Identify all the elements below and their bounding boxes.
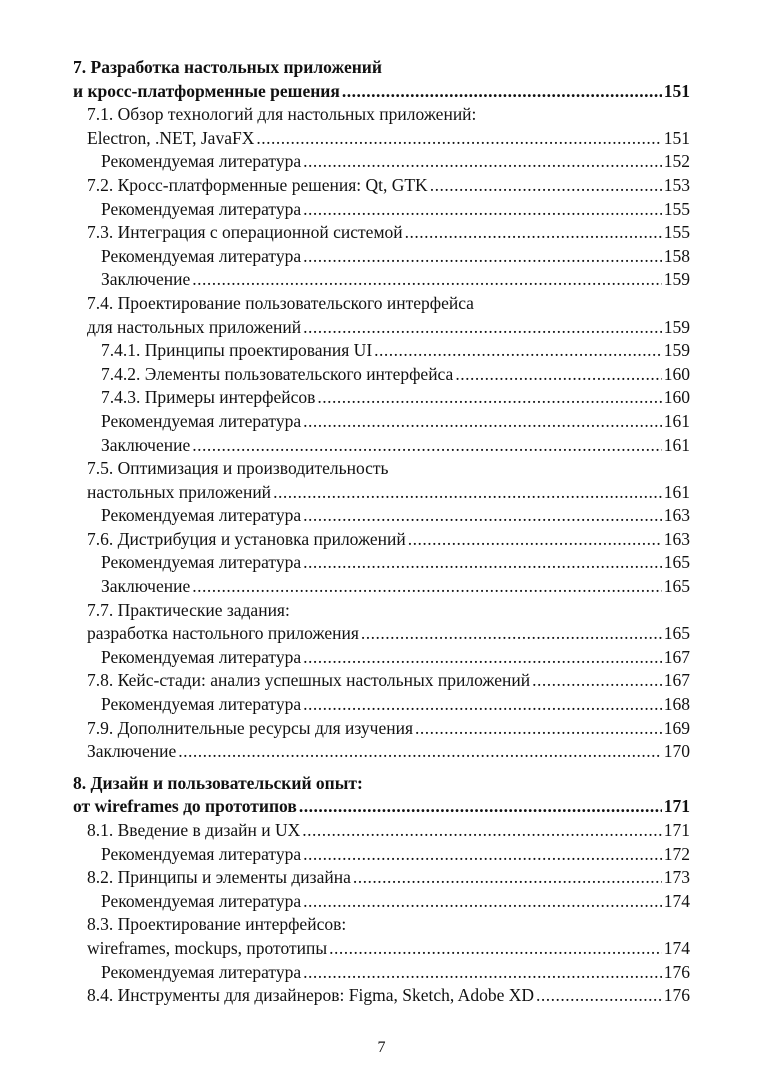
toc-entry-7-5-literature[interactable] <box>73 504 690 528</box>
dot-leader <box>353 866 662 890</box>
dot-leader <box>303 961 662 985</box>
page-number: 7 <box>377 1039 386 1056</box>
toc-entry-title: 8.4. Инструменты для дизайнеров: Figma, Sketch, Adobe XD <box>87 985 534 1006</box>
table-of-contents <box>73 56 690 1008</box>
toc-entry-page: 160 <box>663 387 690 408</box>
dot-leader <box>302 819 662 843</box>
toc-entry-7-1[interactable] <box>73 127 690 151</box>
toc-entry-8-3-line1: 8.3. Проектирование интерфейсов: <box>87 914 347 935</box>
toc-entry-title: Рекомендуемая литература <box>101 410 302 431</box>
toc-entry-title: 7.2. Кросс-платформенные решения: Qt, GTK <box>87 174 428 195</box>
toc-entry-page: 158 <box>663 245 690 266</box>
toc-entry-7-conclusion[interactable] <box>73 740 690 764</box>
toc-entry-page: 176 <box>663 985 690 1006</box>
dot-leader <box>192 575 662 599</box>
toc-entry-title: 8.1. Введение в дизайн и UX <box>87 820 301 840</box>
dot-leader <box>303 504 662 528</box>
toc-entry-8-4[interactable] <box>73 984 690 1008</box>
toc-entry-8-1[interactable] <box>73 819 690 843</box>
toc-entry-page: 171 <box>663 820 690 840</box>
toc-entry-title: 7.4.2. Элементы пользовательского интерфейса <box>101 363 454 384</box>
dot-leader <box>405 221 662 245</box>
toc-entry-8-1-literature[interactable] <box>73 843 690 867</box>
dot-leader <box>303 410 662 434</box>
toc-entry-title: Electron, .NET, JavaFX <box>87 127 255 148</box>
toc-entry-page: 152 <box>663 151 690 172</box>
toc-entry-page: 173 <box>663 867 690 888</box>
toc-entry-title: для настольных приложений <box>87 316 302 337</box>
toc-entry-7-1-line1: 7.1. Обзор технологий для настольных приложений: <box>87 104 477 125</box>
dot-leader <box>192 434 662 458</box>
toc-entry-title: Рекомендуемая литература <box>101 961 302 982</box>
toc-entry-page: 159 <box>663 340 690 361</box>
toc-entry-title: Рекомендуемая литература <box>101 694 302 715</box>
dot-leader <box>303 150 662 174</box>
toc-entry-7-7[interactable] <box>73 622 690 646</box>
dot-leader <box>303 245 662 269</box>
dot-leader <box>256 127 661 151</box>
chapter-7-heading[interactable] <box>73 80 690 104</box>
dot-leader <box>303 198 662 222</box>
toc-entry-page: 165 <box>663 623 690 644</box>
chapter-8-heading[interactable] <box>73 795 690 819</box>
toc-entry-7-2-literature[interactable] <box>73 198 690 222</box>
toc-entry-7-4-3[interactable] <box>73 386 690 410</box>
toc-entry-page: 165 <box>663 576 690 597</box>
toc-entry-7-6[interactable] <box>73 528 690 552</box>
toc-entry-7-8-literature[interactable] <box>73 693 690 717</box>
toc-entry-7-4-2[interactable] <box>73 363 690 387</box>
toc-entry-page: 159 <box>663 316 690 337</box>
toc-entry-title: Рекомендуемая литература <box>101 646 302 667</box>
toc-entry-title: Заключение <box>101 576 191 597</box>
toc-entry-title: Рекомендуемая литература <box>101 505 302 526</box>
toc-entry-7-4-1[interactable] <box>73 339 690 363</box>
dot-leader <box>415 717 662 741</box>
toc-entry-title: 7.4.1. Принципы проектирования UI <box>101 340 373 361</box>
dot-leader <box>430 174 662 198</box>
toc-entry-title: 7.3. Интеграция с операционной системой <box>87 222 403 243</box>
toc-entry-page: 155 <box>663 222 690 243</box>
toc-entry-7-7-literature[interactable] <box>73 646 690 670</box>
toc-entry-page: 161 <box>663 434 690 455</box>
toc-entry-title: Рекомендуемая литература <box>101 552 302 573</box>
dot-leader <box>455 363 661 387</box>
toc-entry-page: 165 <box>663 552 690 573</box>
toc-entry-page: 160 <box>663 363 690 384</box>
toc-entry-title: Заключение <box>87 741 177 762</box>
toc-entry-title: Рекомендуемая литература <box>101 151 302 172</box>
toc-entry-page: 172 <box>663 843 690 864</box>
dot-leader <box>303 551 662 575</box>
dot-leader <box>342 80 662 104</box>
toc-entry-page: 169 <box>663 717 690 738</box>
toc-entry-title: Заключение <box>101 434 191 455</box>
toc-entry-7-5-line1: 7.5. Оптимизация и производительность <box>87 458 389 479</box>
toc-entry-7-4-literature[interactable] <box>73 410 690 434</box>
toc-entry-page: 151 <box>663 127 690 148</box>
toc-entry-page: 153 <box>663 174 690 195</box>
toc-entry-7-8[interactable] <box>73 669 690 693</box>
toc-entry-title: Заключение <box>101 269 191 290</box>
dot-leader <box>532 669 662 693</box>
dot-leader <box>178 740 662 764</box>
dot-leader <box>299 795 662 819</box>
toc-entry-title: 7.8. Кейс-стади: анализ успешных настольных приложений <box>87 670 531 691</box>
toc-entry-7-4-conclusion[interactable] <box>73 434 690 458</box>
dot-leader <box>536 984 662 1008</box>
toc-entry-7-2[interactable] <box>73 174 690 198</box>
toc-entry-7-7-line1: 7.7. Практические задания: <box>87 599 290 620</box>
dot-leader <box>361 622 662 646</box>
toc-entry-7-3-conclusion[interactable] <box>73 268 690 292</box>
toc-entry-title: 7.4.3. Примеры интерфейсов <box>101 387 316 408</box>
toc-entry-7-3[interactable] <box>73 221 690 245</box>
toc-entry-title: 7.6. Дистрибуция и установка приложений <box>87 528 406 549</box>
dot-leader <box>303 316 662 340</box>
toc-entry-7-5[interactable] <box>73 481 690 505</box>
toc-entry-page: 174 <box>663 937 690 958</box>
chapter-8-page: 171 <box>663 796 690 817</box>
toc-entry-page: 167 <box>663 646 690 667</box>
toc-entry-title: Рекомендуемая литература <box>101 245 302 266</box>
dot-leader <box>303 890 662 914</box>
dot-leader <box>303 843 662 867</box>
toc-entry-title: настольных приложений <box>87 481 272 502</box>
toc-entry-8-2-literature[interactable] <box>73 890 690 914</box>
toc-entry-7-4-line1: 7.4. Проектирование пользовательского интерфейса <box>87 292 474 313</box>
toc-entry-title: 7.9. Дополнительные ресурсы для изучения <box>87 717 414 738</box>
toc-entry-title: Рекомендуемая литература <box>101 843 302 864</box>
toc-entry-page: 176 <box>663 961 690 982</box>
toc-entry-title: 8.2. Принципы и элементы дизайна <box>87 867 351 888</box>
dot-leader <box>273 481 662 505</box>
toc-entry-page: 168 <box>663 694 690 715</box>
toc-entry-title: Рекомендуемая литература <box>101 890 302 911</box>
toc-entry-page: 167 <box>663 670 690 691</box>
toc-entry-8-3[interactable] <box>73 937 690 961</box>
toc-entry-7-6-literature[interactable] <box>73 551 690 575</box>
toc-entry-7-6-conclusion[interactable] <box>73 575 690 599</box>
toc-entry-page: 163 <box>663 505 690 526</box>
toc-entry-page: 161 <box>663 410 690 431</box>
dot-leader <box>317 386 661 410</box>
chapter-7-title-line2: и кросс-платформенные решения <box>73 80 340 101</box>
toc-entry-7-9[interactable] <box>73 717 690 741</box>
toc-entry-8-2[interactable] <box>73 866 690 890</box>
toc-entry-page: 155 <box>663 198 690 219</box>
toc-entry-page: 159 <box>663 269 690 290</box>
chapter-8-title-line1: 8. Дизайн и пользовательский опыт: <box>73 772 363 793</box>
toc-entry-title: wireframes, mockups, прототипы <box>87 937 328 958</box>
toc-entry-7-3-literature[interactable] <box>73 245 690 269</box>
toc-entry-title: Рекомендуемая литература <box>101 198 302 219</box>
toc-entry-page: 170 <box>663 741 690 762</box>
dot-leader <box>374 339 662 363</box>
dot-leader <box>303 646 662 670</box>
toc-entry-7-4[interactable] <box>73 316 690 340</box>
chapter-7-title-line1: 7. Разработка настольных приложений <box>73 57 382 77</box>
dot-leader <box>329 937 662 961</box>
chapter-8-title-line2: от wireframes до прототипов <box>73 796 297 817</box>
dot-leader <box>192 268 662 292</box>
chapter-7-page: 151 <box>663 80 690 101</box>
toc-entry-title: разработка настольного приложения <box>87 623 359 644</box>
dot-leader <box>408 528 662 552</box>
toc-entry-7-1-literature[interactable] <box>73 150 690 174</box>
toc-entry-page: 174 <box>663 890 690 911</box>
toc-entry-8-3-literature[interactable] <box>73 961 690 985</box>
dot-leader <box>303 693 662 717</box>
toc-entry-page: 163 <box>663 528 690 549</box>
toc-entry-page: 161 <box>663 481 690 502</box>
